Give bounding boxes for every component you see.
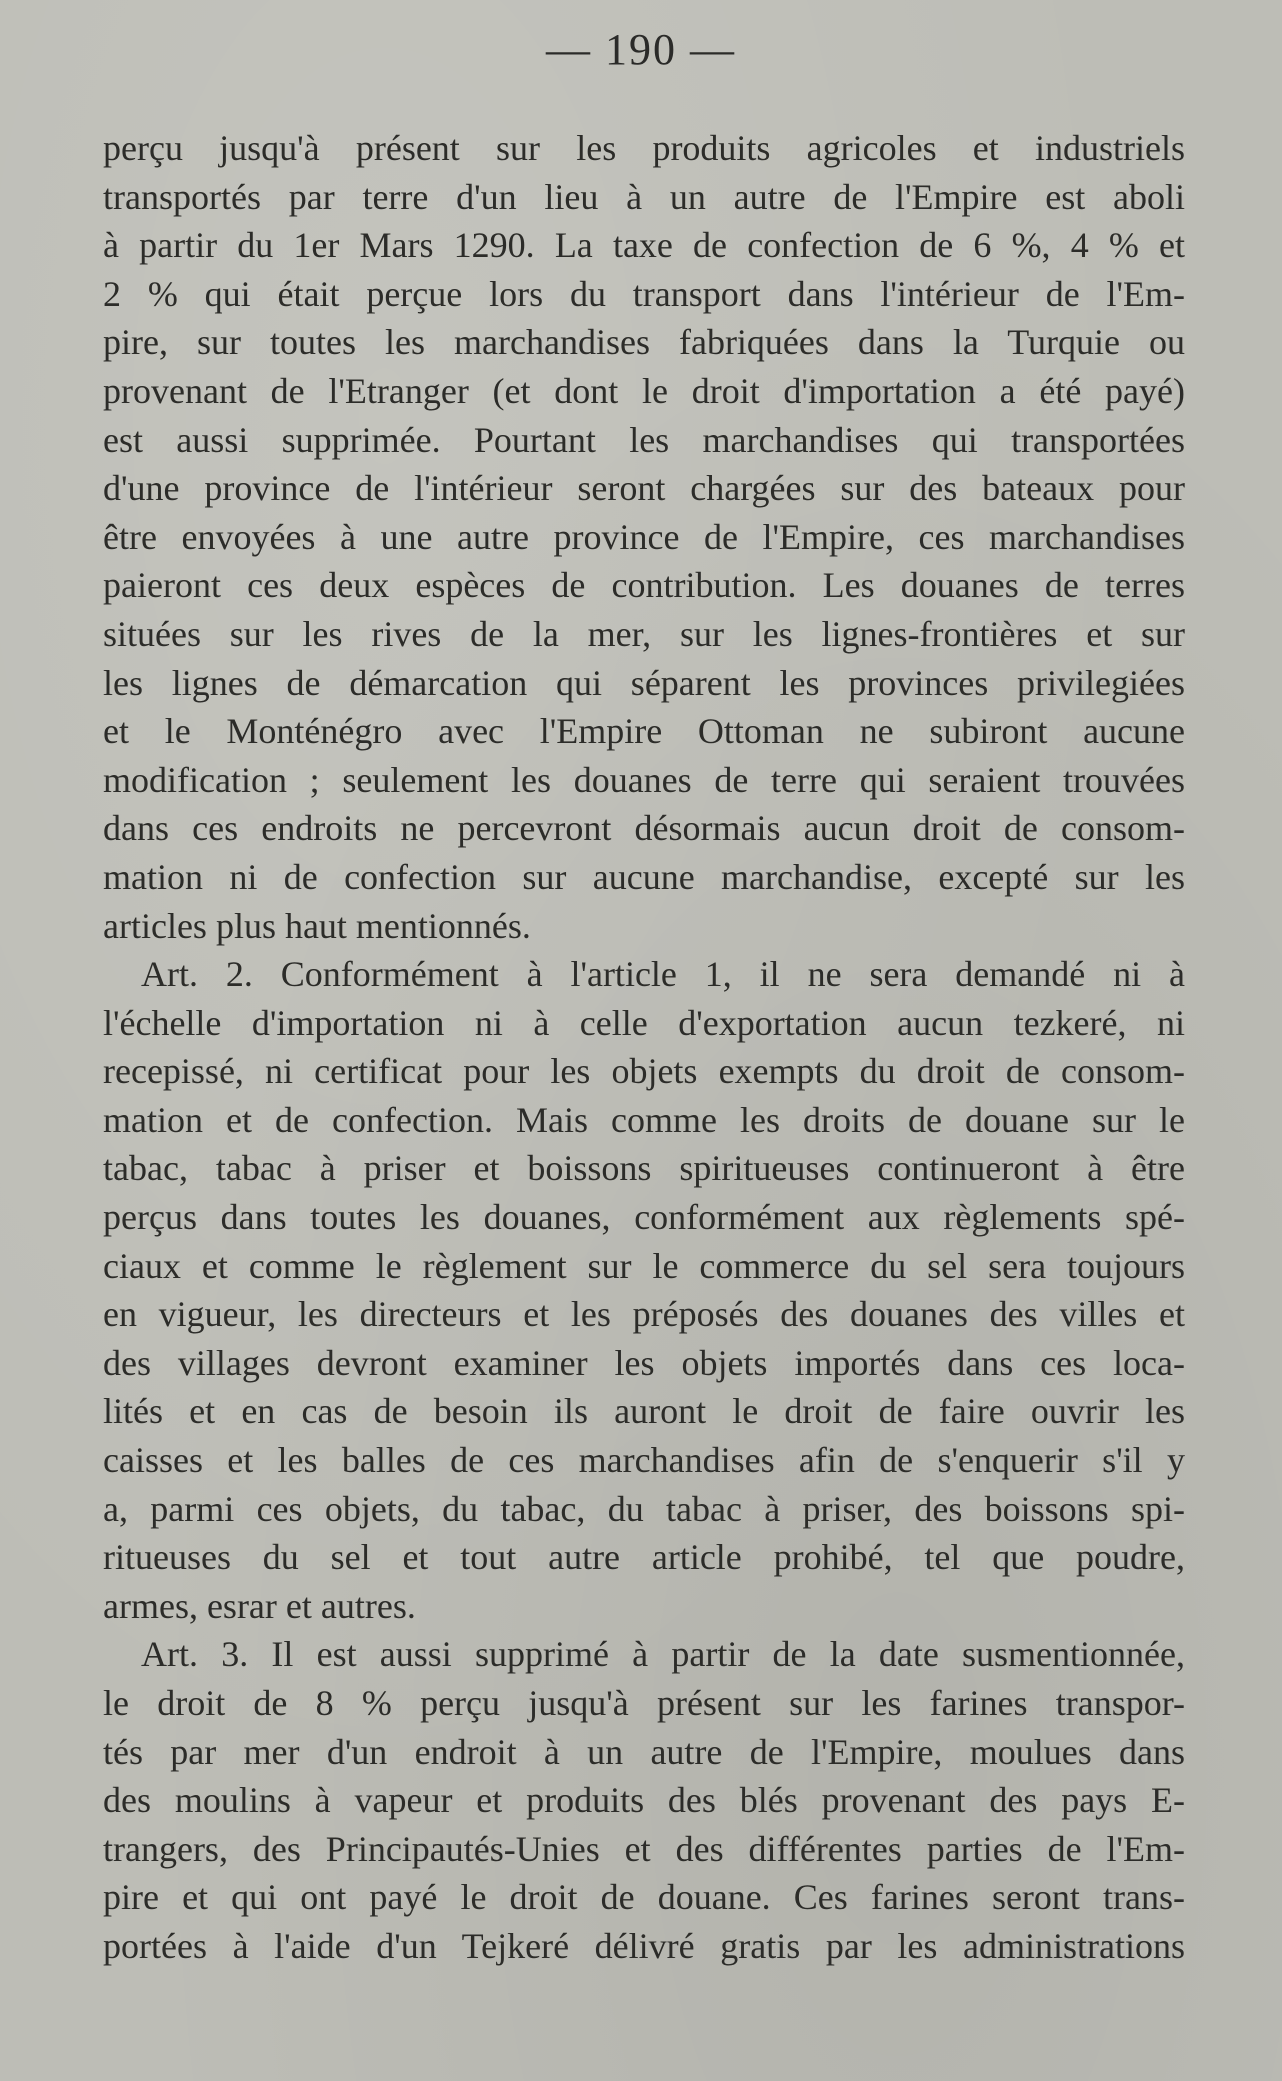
text-line: perçu jusqu'à présent sur les produits agricoles et industriels (103, 128, 1185, 168)
text-line: transportés par terre d'un lieu à un autre de l'Empire est aboli (103, 176, 1185, 217)
text-line: situées sur les rives de la mer, sur les lignes-frontières et sur (103, 613, 1185, 654)
text-line: et le Monténégro avec l'Empire Ottoman ne subiront aucune (103, 711, 1185, 752)
page-body-text (103, 124, 1185, 1971)
text-line: des moulins à vapeur et produits des blés provenant des pays E- (103, 1780, 1185, 1821)
text-line: pire, sur toutes les marchandises fabriquées dans la Turquie ou (103, 322, 1185, 363)
text-line: d'une province de l'intérieur seront chargées sur des bateaux pour (103, 468, 1185, 509)
text-line: le droit de 8 % perçu jusqu'à présent sur les farines transpor- (103, 1683, 1185, 1723)
text-line: être envoyées à une autre province de l'Empire, ces marchandises (103, 516, 1185, 557)
text-line: des villages devront examiner les objets importés dans ces loca- (103, 1342, 1185, 1383)
page-number: — 190 — (546, 25, 736, 74)
text-line: 2 % qui était perçue lors du transport dans l'intérieur de l'Em- (103, 273, 1185, 314)
text-line: ritueuses du sel et tout autre article prohibé, tel que poudre, (103, 1537, 1185, 1578)
text-line: recepissé, ni certificat pour les objets exempts du droit de consom- (103, 1051, 1185, 1092)
text-line: paieront ces deux espèces de contribution. Les douanes de terres (103, 565, 1185, 606)
text-line: articles plus haut mentionnés. (103, 905, 531, 946)
text-line: tés par mer d'un endroit à un autre de l'Empire, moulues dans (103, 1731, 1185, 1772)
article-heading-line: Art. 2. Conformément à l'article 1, il ne sera demandé ni à (141, 954, 1185, 995)
article-heading-line: Art. 3. Il est aussi supprimé à partir de la date susmentionnée, (141, 1634, 1185, 1675)
text-line: a, parmi ces objets, du tabac, du tabac à priser, des boissons spi- (103, 1488, 1185, 1529)
text-line: lités et en cas de besoin ils auront le droit de faire ouvrir les (103, 1391, 1185, 1432)
text-line: l'échelle d'importation ni à celle d'exportation aucun tezkeré, ni (103, 1002, 1185, 1043)
text-line: pire et qui ont payé le droit de douane. Ces farines seront trans- (103, 1877, 1185, 1918)
text-line: les lignes de démarcation qui séparent les provinces privilegiées (103, 662, 1185, 703)
text-line: en vigueur, les directeurs et les préposés des douanes des villes et (103, 1294, 1185, 1335)
text-line: armes, esrar et autres. (103, 1585, 416, 1626)
text-line: portées à l'aide d'un Tejkeré délivré gratis par les administrations (103, 1925, 1185, 1966)
text-line: modification ; seulement les douanes de terre qui seraient trouvées (103, 759, 1185, 800)
text-line: tabac, tabac à priser et boissons spiritueuses continueront à être (103, 1148, 1185, 1189)
text-line: ciaux et comme le règlement sur le commerce du sel sera toujours (103, 1245, 1185, 1286)
text-line: trangers, des Principautés-Unies et des différentes parties de l'Em- (103, 1828, 1185, 1869)
text-line: à partir du 1er Mars 1290. La taxe de confection de 6 %, 4 % et (103, 225, 1185, 266)
text-line: caisses et les balles de ces marchandises afin de s'enquerir s'il y (103, 1440, 1185, 1481)
text-line: perçus dans toutes les douanes, conformément aux règlements spé- (103, 1197, 1185, 1238)
text-line: mation ni de confection sur aucune marchandise, excepté sur les (103, 856, 1185, 897)
text-line: dans ces endroits ne percevront désormais aucun droit de consom- (103, 808, 1185, 849)
text-line: est aussi supprimée. Pourtant les marchandises qui transportées (103, 419, 1185, 460)
text-line: mation et de confection. Mais comme les droits de douane sur le (103, 1099, 1185, 1140)
text-line: provenant de l'Etranger (et dont le droit d'importation a été payé) (103, 370, 1185, 411)
